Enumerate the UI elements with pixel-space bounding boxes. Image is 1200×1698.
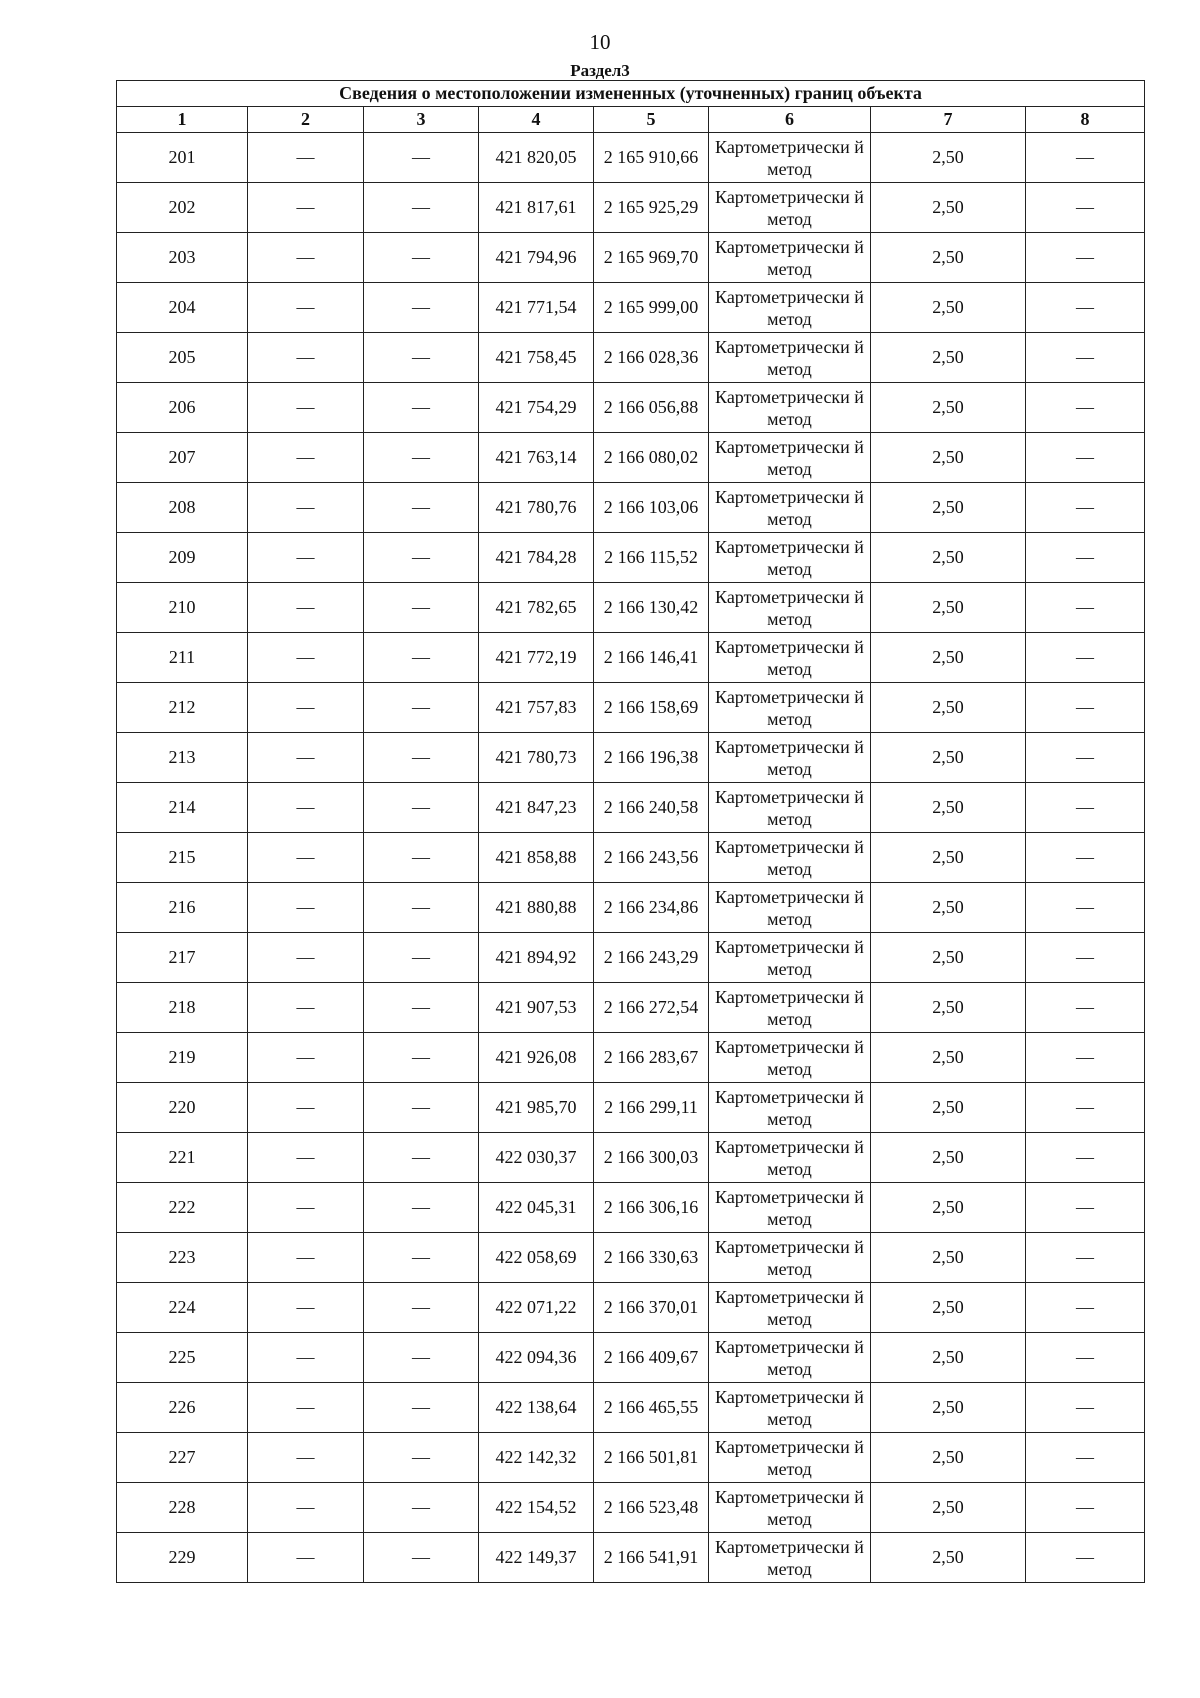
cell-accuracy: 2,50 (871, 483, 1026, 533)
cell-col8-value: — (1026, 1283, 1145, 1333)
cell-col2-value: — (248, 533, 364, 583)
cell-col8-value: — (1026, 733, 1145, 783)
cell-point-number: 224 (117, 1283, 248, 1333)
cell-col3-value: — (364, 233, 479, 283)
cell-col3-value: — (364, 1033, 479, 1083)
cell-col2-value: — (248, 1333, 364, 1383)
cell-coord-x: 421 817,61 (479, 183, 594, 233)
cell-coord-y: 2 166 243,56 (594, 833, 709, 883)
cell-col8-value: — (1026, 483, 1145, 533)
cell-accuracy: 2,50 (871, 1433, 1026, 1483)
cell-coord-y: 2 166 283,67 (594, 1033, 709, 1083)
cell-coord-y: 2 166 523,48 (594, 1483, 709, 1533)
cell-col3-value: — (364, 1433, 479, 1483)
page-number: 10 (589, 30, 611, 54)
cell-method: Картометрически й метод (709, 1383, 871, 1433)
cell-col3-value: — (364, 1133, 479, 1183)
column-number-8: 8 (1026, 107, 1145, 133)
cell-col8-value: — (1026, 683, 1145, 733)
cell-method: Картометрически й метод (709, 1533, 871, 1583)
cell-coord-y: 2 166 541,91 (594, 1533, 709, 1583)
column-number-6: 6 (709, 107, 871, 133)
cell-point-number: 217 (117, 933, 248, 983)
cell-point-number: 209 (117, 533, 248, 583)
table-row (117, 1333, 1145, 1383)
cell-point-number: 203 (117, 233, 248, 283)
cell-col2-value: — (248, 983, 364, 1033)
cell-coord-x: 421 907,53 (479, 983, 594, 1033)
cell-col3-value: — (364, 1483, 479, 1533)
cell-coord-x: 422 138,64 (479, 1383, 594, 1433)
cell-method: Картометрически й метод (709, 1333, 871, 1383)
cell-col3-value: — (364, 333, 479, 383)
table-row (117, 533, 1145, 583)
cell-coord-x: 421 926,08 (479, 1033, 594, 1083)
cell-accuracy: 2,50 (871, 183, 1026, 233)
cell-coord-x: 421 985,70 (479, 1083, 594, 1133)
table-row (117, 133, 1145, 183)
cell-col2-value: — (248, 1033, 364, 1083)
cell-method: Картометрически й метод (709, 783, 871, 833)
table-row (117, 833, 1145, 883)
cell-accuracy: 2,50 (871, 1083, 1026, 1133)
table-row (117, 283, 1145, 333)
cell-col3-value: — (364, 783, 479, 833)
cell-coord-x: 422 045,31 (479, 1183, 594, 1233)
cell-coord-y: 2 166 158,69 (594, 683, 709, 733)
cell-method: Картометрически й метод (709, 633, 871, 683)
cell-coord-x: 422 142,32 (479, 1433, 594, 1483)
cell-coord-y: 2 166 103,06 (594, 483, 709, 533)
cell-col2-value: — (248, 1133, 364, 1183)
cell-coord-y: 2 166 299,11 (594, 1083, 709, 1133)
cell-method: Картометрически й метод (709, 733, 871, 783)
cell-col3-value: — (364, 683, 479, 733)
cell-col8-value: — (1026, 783, 1145, 833)
cell-accuracy: 2,50 (871, 1283, 1026, 1333)
cell-coord-y: 2 166 080,02 (594, 433, 709, 483)
cell-method: Картометрически й метод (709, 533, 871, 583)
cell-col8-value: — (1026, 1033, 1145, 1083)
cell-col2-value: — (248, 183, 364, 233)
cell-coord-x: 422 094,36 (479, 1333, 594, 1383)
cell-accuracy: 2,50 (871, 983, 1026, 1033)
cell-coord-x: 421 880,88 (479, 883, 594, 933)
cell-coord-y: 2 165 969,70 (594, 233, 709, 283)
cell-coord-x: 421 754,29 (479, 383, 594, 433)
cell-coord-y: 2 166 196,38 (594, 733, 709, 783)
cell-accuracy: 2,50 (871, 333, 1026, 383)
coordinates-table (116, 80, 1145, 1583)
cell-point-number: 227 (117, 1433, 248, 1483)
cell-accuracy: 2,50 (871, 1183, 1026, 1233)
cell-method: Картометрически й метод (709, 1433, 871, 1483)
cell-method: Картометрически й метод (709, 1183, 871, 1233)
cell-coord-y: 2 166 300,03 (594, 1133, 709, 1183)
cell-coord-y: 2 166 234,86 (594, 883, 709, 933)
column-number-3: 3 (364, 107, 479, 133)
cell-col3-value: — (364, 1233, 479, 1283)
cell-col8-value: — (1026, 283, 1145, 333)
table-row (117, 983, 1145, 1033)
cell-coord-y: 2 166 056,88 (594, 383, 709, 433)
cell-col8-value: — (1026, 1083, 1145, 1133)
cell-col2-value: — (248, 583, 364, 633)
cell-col3-value: — (364, 733, 479, 783)
column-number-5: 5 (594, 107, 709, 133)
cell-col8-value: — (1026, 933, 1145, 983)
column-number-2: 2 (248, 107, 364, 133)
cell-col3-value: — (364, 133, 479, 183)
cell-col8-value: — (1026, 433, 1145, 483)
cell-coord-y: 2 165 910,66 (594, 133, 709, 183)
table-row (117, 1283, 1145, 1333)
cell-col2-value: — (248, 933, 364, 983)
cell-col3-value: — (364, 833, 479, 883)
table-row (117, 583, 1145, 633)
cell-method: Картометрически й метод (709, 1283, 871, 1333)
cell-col8-value: — (1026, 983, 1145, 1033)
cell-method: Картометрически й метод (709, 1033, 871, 1083)
cell-coord-x: 421 794,96 (479, 233, 594, 283)
cell-method: Картометрически й метод (709, 1133, 871, 1183)
cell-method: Картометрически й метод (709, 833, 871, 883)
cell-point-number: 214 (117, 783, 248, 833)
cell-col3-value: — (364, 383, 479, 433)
cell-coord-y: 2 166 501,81 (594, 1433, 709, 1483)
table-row (117, 483, 1145, 533)
table-row (117, 733, 1145, 783)
cell-coord-x: 421 894,92 (479, 933, 594, 983)
cell-point-number: 215 (117, 833, 248, 883)
cell-col8-value: — (1026, 183, 1145, 233)
cell-col8-value: — (1026, 333, 1145, 383)
cell-col2-value: — (248, 1433, 364, 1483)
cell-accuracy: 2,50 (871, 383, 1026, 433)
table-row (117, 683, 1145, 733)
cell-coord-x: 421 858,88 (479, 833, 594, 883)
cell-col3-value: — (364, 1533, 479, 1583)
cell-point-number: 220 (117, 1083, 248, 1133)
cell-method: Картометрически й метод (709, 383, 871, 433)
cell-accuracy: 2,50 (871, 933, 1026, 983)
cell-col3-value: — (364, 933, 479, 983)
cell-col3-value: — (364, 1183, 479, 1233)
cell-method: Картометрически й метод (709, 1083, 871, 1133)
cell-col8-value: — (1026, 1333, 1145, 1383)
column-number-row (117, 107, 1145, 133)
cell-accuracy: 2,50 (871, 533, 1026, 583)
cell-point-number: 211 (117, 633, 248, 683)
table-row (117, 233, 1145, 283)
cell-coord-x: 422 154,52 (479, 1483, 594, 1533)
cell-col8-value: — (1026, 1133, 1145, 1183)
cell-col3-value: — (364, 483, 479, 533)
cell-col2-value: — (248, 133, 364, 183)
cell-coord-x: 421 763,14 (479, 433, 594, 483)
cell-point-number: 202 (117, 183, 248, 233)
cell-coord-x: 421 820,05 (479, 133, 594, 183)
cell-accuracy: 2,50 (871, 783, 1026, 833)
cell-coord-y: 2 165 999,00 (594, 283, 709, 333)
cell-point-number: 204 (117, 283, 248, 333)
cell-coord-x: 421 780,76 (479, 483, 594, 533)
cell-col8-value: — (1026, 883, 1145, 933)
table-body (117, 133, 1145, 1583)
cell-coord-y: 2 166 370,01 (594, 1283, 709, 1333)
cell-col2-value: — (248, 783, 364, 833)
table-row (117, 433, 1145, 483)
cell-method: Картометрически й метод (709, 883, 871, 933)
cell-col2-value: — (248, 1083, 364, 1133)
cell-col8-value: — (1026, 533, 1145, 583)
cell-col8-value: — (1026, 233, 1145, 283)
table-row (117, 1183, 1145, 1233)
cell-coord-x: 422 058,69 (479, 1233, 594, 1283)
cell-method: Картометрически й метод (709, 133, 871, 183)
cell-col2-value: — (248, 1283, 364, 1333)
cell-point-number: 223 (117, 1233, 248, 1283)
cell-coord-y: 2 166 130,42 (594, 583, 709, 633)
table-row (117, 383, 1145, 433)
cell-coord-x: 422 149,37 (479, 1533, 594, 1583)
table-row (117, 1083, 1145, 1133)
cell-accuracy: 2,50 (871, 1533, 1026, 1583)
cell-method: Картометрически й метод (709, 1233, 871, 1283)
table-row (117, 183, 1145, 233)
cell-point-number: 222 (117, 1183, 248, 1233)
cell-col3-value: — (364, 1083, 479, 1133)
cell-col3-value: — (364, 1383, 479, 1433)
cell-col3-value: — (364, 533, 479, 583)
cell-coord-x: 421 782,65 (479, 583, 594, 633)
cell-coord-y: 2 166 330,63 (594, 1233, 709, 1283)
cell-method: Картометрически й метод (709, 283, 871, 333)
cell-col3-value: — (364, 1283, 479, 1333)
cell-col8-value: — (1026, 633, 1145, 683)
cell-col2-value: — (248, 1533, 364, 1583)
cell-point-number: 212 (117, 683, 248, 733)
column-number-7: 7 (871, 107, 1026, 133)
cell-point-number: 226 (117, 1383, 248, 1433)
cell-method: Картометрически й метод (709, 333, 871, 383)
cell-accuracy: 2,50 (871, 833, 1026, 883)
table-row (117, 1033, 1145, 1083)
table-row (117, 1133, 1145, 1183)
cell-accuracy: 2,50 (871, 133, 1026, 183)
cell-method: Картометрически й метод (709, 583, 871, 633)
cell-point-number: 221 (117, 1133, 248, 1183)
cell-col8-value: — (1026, 1483, 1145, 1533)
section-title: Раздел3 (570, 61, 630, 80)
cell-point-number: 205 (117, 333, 248, 383)
cell-col8-value: — (1026, 1533, 1145, 1583)
cell-method: Картометрически й метод (709, 233, 871, 283)
cell-col3-value: — (364, 983, 479, 1033)
cell-accuracy: 2,50 (871, 1483, 1026, 1533)
cell-col8-value: — (1026, 833, 1145, 883)
cell-point-number: 229 (117, 1533, 248, 1583)
cell-method: Картометрически й метод (709, 933, 871, 983)
cell-coord-x: 421 780,73 (479, 733, 594, 783)
cell-coord-y: 2 166 146,41 (594, 633, 709, 683)
cell-coord-y: 2 165 925,29 (594, 183, 709, 233)
table-row (117, 1533, 1145, 1583)
table-row (117, 1433, 1145, 1483)
cell-point-number: 225 (117, 1333, 248, 1383)
cell-col8-value: — (1026, 133, 1145, 183)
cell-col2-value: — (248, 1383, 364, 1433)
cell-coord-y: 2 166 243,29 (594, 933, 709, 983)
cell-col2-value: — (248, 683, 364, 733)
cell-accuracy: 2,50 (871, 883, 1026, 933)
cell-accuracy: 2,50 (871, 683, 1026, 733)
cell-coord-x: 421 847,23 (479, 783, 594, 833)
cell-coord-x: 422 030,37 (479, 1133, 594, 1183)
cell-method: Картометрически й метод (709, 433, 871, 483)
cell-col2-value: — (248, 1233, 364, 1283)
cell-accuracy: 2,50 (871, 733, 1026, 783)
cell-coord-y: 2 166 272,54 (594, 983, 709, 1033)
cell-point-number: 216 (117, 883, 248, 933)
cell-method: Картометрически й метод (709, 983, 871, 1033)
table-row (117, 933, 1145, 983)
table-row (117, 633, 1145, 683)
cell-coord-y: 2 166 465,55 (594, 1383, 709, 1433)
cell-col2-value: — (248, 383, 364, 433)
cell-col2-value: — (248, 433, 364, 483)
cell-col2-value: — (248, 633, 364, 683)
cell-coord-x: 421 772,19 (479, 633, 594, 683)
cell-method: Картометрически й метод (709, 1483, 871, 1533)
cell-col3-value: — (364, 1333, 479, 1383)
cell-col2-value: — (248, 1483, 364, 1533)
cell-col8-value: — (1026, 383, 1145, 433)
cell-col2-value: — (248, 833, 364, 883)
cell-col2-value: — (248, 283, 364, 333)
cell-col2-value: — (248, 1183, 364, 1233)
cell-point-number: 218 (117, 983, 248, 1033)
cell-col2-value: — (248, 233, 364, 283)
cell-point-number: 228 (117, 1483, 248, 1533)
cell-accuracy: 2,50 (871, 1333, 1026, 1383)
cell-coord-y: 2 166 306,16 (594, 1183, 709, 1233)
cell-accuracy: 2,50 (871, 433, 1026, 483)
table-row (117, 1383, 1145, 1433)
cell-point-number: 210 (117, 583, 248, 633)
cell-accuracy: 2,50 (871, 1033, 1026, 1083)
cell-accuracy: 2,50 (871, 583, 1026, 633)
cell-col3-value: — (364, 283, 479, 333)
cell-coord-x: 421 758,45 (479, 333, 594, 383)
cell-accuracy: 2,50 (871, 1233, 1026, 1283)
cell-col8-value: — (1026, 1233, 1145, 1283)
cell-method: Картометрически й метод (709, 483, 871, 533)
table-row (117, 883, 1145, 933)
cell-col2-value: — (248, 483, 364, 533)
cell-col3-value: — (364, 433, 479, 483)
cell-col2-value: — (248, 333, 364, 383)
table-row (117, 783, 1145, 833)
table-caption: Сведения о местоположении измененных (уточненных) границ объекта (117, 81, 1145, 107)
cell-col2-value: — (248, 733, 364, 783)
cell-coord-x: 421 757,83 (479, 683, 594, 733)
table-row (117, 333, 1145, 383)
cell-point-number: 219 (117, 1033, 248, 1083)
column-number-1: 1 (117, 107, 248, 133)
cell-col8-value: — (1026, 1383, 1145, 1433)
cell-accuracy: 2,50 (871, 283, 1026, 333)
cell-accuracy: 2,50 (871, 1133, 1026, 1183)
cell-col3-value: — (364, 583, 479, 633)
table-row (117, 1483, 1145, 1533)
cell-col2-value: — (248, 883, 364, 933)
table-row (117, 1233, 1145, 1283)
cell-col8-value: — (1026, 1433, 1145, 1483)
cell-accuracy: 2,50 (871, 1383, 1026, 1433)
cell-coord-y: 2 166 028,36 (594, 333, 709, 383)
cell-col3-value: — (364, 883, 479, 933)
cell-point-number: 207 (117, 433, 248, 483)
cell-method: Картометрически й метод (709, 183, 871, 233)
cell-point-number: 206 (117, 383, 248, 433)
cell-coord-y: 2 166 115,52 (594, 533, 709, 583)
cell-point-number: 201 (117, 133, 248, 183)
cell-coord-x: 422 071,22 (479, 1283, 594, 1333)
cell-coord-x: 421 784,28 (479, 533, 594, 583)
cell-point-number: 213 (117, 733, 248, 783)
cell-method: Картометрически й метод (709, 683, 871, 733)
cell-accuracy: 2,50 (871, 633, 1026, 683)
cell-accuracy: 2,50 (871, 233, 1026, 283)
cell-coord-x: 421 771,54 (479, 283, 594, 333)
cell-col8-value: — (1026, 583, 1145, 633)
cell-col8-value: — (1026, 1183, 1145, 1233)
cell-point-number: 208 (117, 483, 248, 533)
cell-coord-y: 2 166 240,58 (594, 783, 709, 833)
cell-coord-y: 2 166 409,67 (594, 1333, 709, 1383)
cell-col3-value: — (364, 633, 479, 683)
column-number-4: 4 (479, 107, 594, 133)
cell-col3-value: — (364, 183, 479, 233)
